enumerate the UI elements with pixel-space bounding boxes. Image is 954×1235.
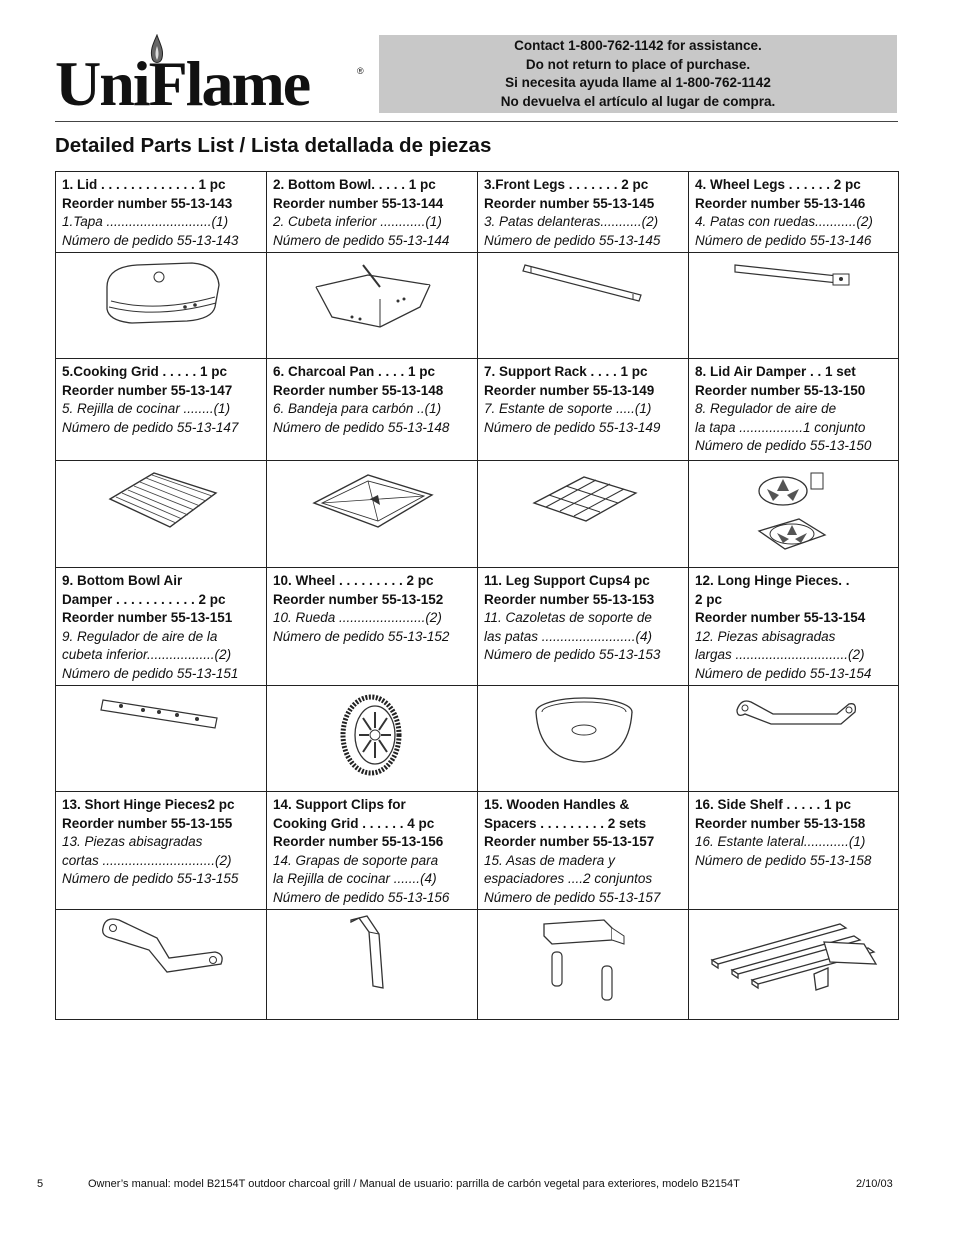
part-spanish-reorder: Número de pedido 55-13-143	[62, 232, 239, 248]
part-title: 3.Front Legs . . . . . . . 2 pc	[484, 177, 649, 192]
part-spanish: 6. Bandeja para carbón ..(1)	[273, 401, 442, 416]
contact-line: Si necesita ayuda llame al 1-800-762-1142	[505, 75, 771, 90]
part-reorder: Reorder number 55-13-151	[62, 610, 233, 625]
part-title: 5.Cooking Grid . . . . . 1 pc	[62, 364, 228, 379]
part-spanish: 16. Estante lateral............(1)	[695, 834, 866, 849]
part-spanish-reorder: Número de pedido 55-13-152	[273, 628, 450, 644]
parts-text-row	[56, 359, 899, 461]
part-title: 16. Side Shelf . . . . . 1 pc	[695, 797, 852, 812]
part-title: 14. Support Clips for	[273, 797, 406, 812]
part-image-cell	[689, 686, 899, 792]
part-spanish: largas ..............................(2)	[695, 647, 865, 662]
leg-support-cup-icon	[529, 690, 639, 770]
lid-air-damper-icon	[749, 465, 839, 565]
part-spanish: 1.Tapa ............................(1)	[62, 214, 229, 229]
part-image-cell	[267, 910, 478, 1020]
part-title: 2 pc	[695, 591, 723, 607]
part-title: 4. Wheel Legs . . . . . . 2 pc	[695, 177, 861, 192]
logo-wordmark: UniFlame	[55, 48, 310, 119]
front-leg-icon	[519, 257, 649, 307]
part-cell	[689, 568, 899, 686]
part-image-cell	[478, 461, 689, 568]
part-spanish-reorder: Número de pedido 55-13-149	[484, 419, 661, 435]
part-spanish: 3. Patas delanteras...........(2)	[484, 214, 659, 229]
part-title: 15. Wooden Handles &	[484, 797, 630, 812]
footer-text: Owner’s manual: model B2154T outdoor charcoal grill / Manual de usuario: parrilla de carbón vegetal para exteriores, modelo B2154T	[88, 1178, 740, 1190]
part-spanish: 4. Patas con ruedas...........(2)	[695, 214, 873, 229]
part-spanish-reorder: Número de pedido 55-13-158	[695, 852, 872, 868]
part-spanish: 13. Piezas abisagradas	[62, 834, 203, 849]
parts-text-row	[56, 172, 899, 253]
parts-text-row	[56, 568, 899, 686]
lid-icon	[97, 257, 227, 327]
part-title: 12. Long Hinge Pieces. .	[695, 573, 850, 588]
part-image-cell	[56, 461, 267, 568]
part-title: Cooking Grid . . . . . . 4 pc	[273, 815, 435, 831]
part-image-cell	[689, 461, 899, 568]
part-title: 1. Lid . . . . . . . . . . . . . 1 pc	[62, 177, 226, 192]
part-reorder: Reorder number 55-13-154	[695, 610, 866, 625]
part-title: 13. Short Hinge Pieces2 pc	[62, 797, 235, 812]
part-title: 6. Charcoal Pan . . . . 1 pc	[273, 364, 436, 379]
parts-image-row	[56, 686, 899, 792]
part-spanish-reorder: Número de pedido 55-13-144	[273, 232, 450, 248]
part-spanish-reorder: Número de pedido 55-13-145	[484, 232, 661, 248]
part-spanish-reorder: Número de pedido 55-13-153	[484, 647, 661, 662]
part-title: 8. Lid Air Damper . . 1 set	[695, 364, 856, 379]
part-spanish-reorder: Número de pedido 55-13-151	[62, 665, 239, 681]
part-cell	[56, 172, 267, 253]
part-title: Spacers . . . . . . . . . 2 sets	[484, 815, 647, 831]
part-reorder: Reorder number 55-13-148	[273, 382, 444, 398]
part-spanish-reorder: Número de pedido 55-13-150	[695, 438, 872, 453]
part-cell	[56, 359, 267, 461]
page-number: 5	[37, 1178, 44, 1190]
part-spanish: 15. Asas de madera y	[484, 852, 615, 868]
part-cell	[267, 359, 478, 461]
part-spanish: 10. Rueda .......................(2)	[273, 610, 442, 625]
part-spanish: 11. Cazoletas de soporte de	[484, 610, 652, 625]
contact-line: Contact 1-800-762-1142 for assistance.	[514, 38, 762, 53]
parts-image-row	[56, 910, 899, 1020]
part-cell	[267, 172, 478, 253]
part-spanish: 2. Cubeta inferior ............(1)	[273, 214, 442, 229]
part-image-cell	[56, 253, 267, 359]
short-hinge-icon	[97, 914, 227, 984]
part-spanish: la Rejilla de cocinar .......(4)	[273, 871, 437, 886]
charcoal-pan-icon	[308, 465, 438, 535]
part-reorder: Reorder number 55-13-153	[484, 591, 655, 607]
bottom-bowl-damper-icon	[97, 690, 227, 740]
long-hinge-icon	[729, 690, 859, 740]
part-reorder: Reorder number 55-13-146	[695, 195, 866, 211]
part-reorder: Reorder number 55-13-158	[695, 815, 866, 831]
part-cell	[689, 792, 899, 910]
parts-table	[55, 171, 899, 1020]
part-spanish: 7. Estante de soporte .....(1)	[484, 401, 652, 416]
part-cell	[478, 172, 689, 253]
part-spanish: cubeta inferior..................(2)	[62, 647, 232, 662]
part-reorder: Reorder number 55-13-145	[484, 195, 655, 211]
part-cell	[56, 568, 267, 686]
part-cell	[267, 568, 478, 686]
part-spanish: 14. Grapas de soporte para	[273, 852, 439, 868]
part-spanish-reorder: Número de pedido 55-13-146	[695, 232, 872, 248]
part-spanish-reorder: Número de pedido 55-13-148	[273, 419, 450, 435]
wheel-leg-icon	[729, 257, 859, 297]
part-cell	[267, 792, 478, 910]
part-reorder: Reorder number 55-13-157	[484, 834, 655, 849]
part-spanish: 5. Rejilla de cocinar ........(1)	[62, 401, 231, 416]
footer-date: 2/10/03	[856, 1178, 893, 1190]
part-cell	[478, 792, 689, 910]
uniflame-logo	[55, 30, 375, 120]
part-image-cell	[267, 461, 478, 568]
part-image-cell	[689, 253, 899, 359]
part-reorder: Reorder number 55-13-144	[273, 195, 444, 211]
wheel-icon	[333, 690, 413, 780]
page-title: Detailed Parts List / Lista detallada de piezas	[55, 134, 492, 157]
part-reorder: Reorder number 55-13-149	[484, 382, 655, 398]
part-spanish: 9. Regulador de aire de la	[62, 628, 218, 644]
contact-line: No devuelva el artículo al lugar de compra.	[500, 93, 776, 109]
part-spanish-reorder: Número de pedido 55-13-157	[484, 889, 661, 905]
part-title: 9. Bottom Bowl Air	[62, 573, 183, 588]
part-reorder: Reorder number 55-13-152	[273, 591, 444, 607]
part-image-cell	[689, 910, 899, 1020]
support-clip-icon	[343, 914, 403, 994]
parts-text-row	[56, 792, 899, 910]
cooking-grid-icon	[102, 465, 222, 535]
part-image-cell	[267, 253, 478, 359]
part-image-cell	[56, 910, 267, 1020]
part-cell	[689, 359, 899, 461]
registered-mark: ®	[357, 66, 364, 76]
part-reorder: Reorder number 55-13-147	[62, 382, 233, 398]
bottom-bowl-icon	[308, 257, 438, 332]
part-image-cell	[478, 686, 689, 792]
part-spanish-reorder: Número de pedido 55-13-154	[695, 665, 872, 681]
part-image-cell	[267, 686, 478, 792]
part-spanish-reorder: Número de pedido 55-13-156	[273, 889, 450, 905]
part-spanish-reorder: Número de pedido 55-13-155	[62, 871, 239, 886]
header-divider	[55, 121, 898, 122]
part-spanish-reorder: Número de pedido 55-13-147	[62, 419, 239, 435]
part-reorder: Reorder number 55-13-150	[695, 382, 866, 398]
part-title: 10. Wheel . . . . . . . . . 2 pc	[273, 573, 434, 588]
parts-image-row	[56, 461, 899, 568]
wooden-handle-icon	[534, 914, 634, 1004]
part-image-cell	[478, 253, 689, 359]
part-spanish: 12. Piezas abisagradas	[695, 628, 836, 644]
part-reorder: Reorder number 55-13-156	[273, 834, 444, 849]
contact-box	[379, 35, 897, 113]
part-title: Damper . . . . . . . . . . . 2 pc	[62, 591, 226, 607]
part-spanish: espaciadores ....2 conjuntos	[484, 871, 653, 886]
part-title: 7. Support Rack . . . . 1 pc	[484, 364, 648, 379]
part-reorder: Reorder number 55-13-143	[62, 195, 233, 211]
part-cell	[56, 792, 267, 910]
part-spanish: las patas .........................(4)	[484, 628, 653, 644]
part-cell	[478, 359, 689, 461]
part-cell	[689, 172, 899, 253]
side-shelf-icon	[704, 914, 884, 994]
part-spanish: la tapa .................1 conjunto	[695, 419, 866, 435]
contact-line: Do not return to place of purchase.	[525, 56, 751, 72]
part-title: 11. Leg Support Cups4 pc	[484, 573, 650, 588]
part-image-cell	[478, 910, 689, 1020]
parts-image-row	[56, 253, 899, 359]
part-spanish: cortas ..............................(2)	[62, 852, 232, 868]
part-image-cell	[56, 686, 267, 792]
part-spanish: 8. Regulador de aire de	[695, 401, 837, 416]
support-rack-icon	[524, 465, 644, 535]
part-reorder: Reorder number 55-13-155	[62, 815, 233, 831]
part-title: 2. Bottom Bowl. . . . . 1 pc	[273, 177, 436, 192]
part-cell	[478, 568, 689, 686]
